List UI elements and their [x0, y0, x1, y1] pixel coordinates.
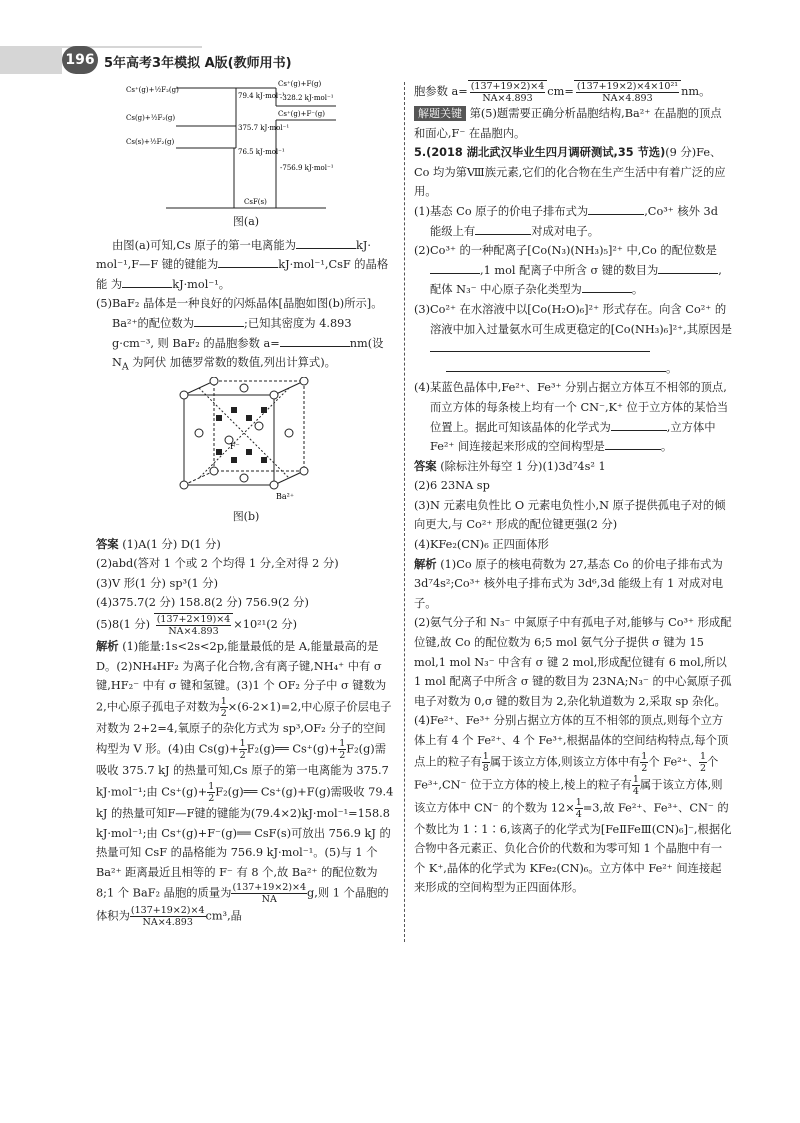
- question-5-text: (5)BaF₂ 晶体是一种良好的闪烁晶体[晶胞如图(b)所示]。 Ba²⁺的配位数为 ;已知其密度为 4.893 g·cm⁻³, 则 BaF₂ 的晶胞参数 a= nm(设 $N_A$ 为阿伏 加德罗常数的数值,列出计算式)。: [96, 297, 384, 373]
- answer-block: 答案 (1)A(1 分) D(1 分): [96, 537, 221, 551]
- question-5-header: 5.(2018 湖北武汉毕业生四月调研测试,35 节选)(9 分)Fe、Co 均为第Ⅷ族元素,它们的化合物在生产生活中有着广泛的应用。: [414, 146, 726, 199]
- f-ion-label: F⁻: [230, 442, 240, 451]
- sub-question-2: (2)Co³⁺ 的一种配离子[Co(N₃)(NH₃)₅]²⁺ 中,Co 的配位数是,1 mol 配离子中所含 σ 键的数目为 ,配体 N₃⁻ 中心原子杂化类型为 。: [414, 244, 722, 297]
- level-cs-ion-half-f2: Cs⁺(g)+½F₂(g): [126, 86, 179, 94]
- header-band: [0, 46, 62, 74]
- sub-question-3: (3)Co²⁺ 在水溶液中以[Co(H₂O)₆]²⁺ 形式存在。向含 Co²⁺ 的溶液中加入过量氨水可生成更稳定的[Co(NH₃)₆]²⁺,其原因是 。: [414, 302, 732, 375]
- energy-756: -756.9 kJ·mol⁻¹: [280, 164, 334, 172]
- lattice-parameter-line: 胞参数 a= $\frac{(137+19\times 2)\times 4}{NA\times 4.893}$ cm= $\frac{\text{(137+19×2)×4×10²¹}}{NA\times 4.893}$ nm。: [414, 81, 711, 104]
- analysis-right-4: (4)Fe²⁺、Fe³⁺ 分别占据立方体的互不相邻的顶点,则每个立方体上有 4 个 Fe²⁺、4 个 Fe³⁺,根据晶体的空间结构特点,每个顶点上的粒子有 $\frac{1}{8}$ 属于该立方体,则该立方体中有 $\frac{1}{2}$ 个 Fe²⁺、 $\frac{1}{2}$ 个 Fe³⁺,CN⁻ 位于立方体的棱上,棱上的粒子有 $\frac{1}{4}$ 属于该立方体,则该立方体中 CN⁻ 的个数为 12× $\frac{1}{4}$ =3,故 Fe²⁺、Fe³⁺、CN⁻ 的个数比为 1∶1∶6,该离子的化学式为[FeⅡFeⅢ(CN)₆]⁻,根据化合物中各元素正、负化合价的代数和为零可知 1 个晶胞中有一个 K⁺,晶体的化学式为 KFe₂(CN)₆。立方体中 Fe²⁺ 间连接起来形成的空间构型为正四面体形。: [414, 714, 732, 895]
- key-point-badge: 解题关键: [414, 106, 466, 121]
- right-column: [414, 80, 732, 898]
- left-column: [96, 80, 396, 928]
- sub-question-1: (1)基态 Co 原子的价电子排布式为 ,Co³⁺ 核外 3d 能级上有 对成对电子。: [414, 202, 732, 241]
- column-divider: [404, 82, 405, 942]
- answer-5: (5)8(1 分) $\frac{(137+2\times 19)\times 4}{NA\times 4.893}$ ×10²¹(2 分): [96, 613, 298, 637]
- level-csf: CsF(s): [244, 198, 267, 206]
- level-cs-gas: Cs(g)+½F₂(g): [126, 114, 176, 122]
- page-header: [0, 40, 800, 80]
- energy-328: -328.2 kJ·mol⁻¹: [280, 94, 334, 102]
- level-cs-solid: Cs(s)+½F₂(g): [126, 138, 175, 146]
- energy-diagram: [126, 80, 366, 212]
- analysis-block: 解析 (1)能量:1s<2s<2p,能量最低的是 A,能量最高的是 D。(2)NH₄HF₂ 为离子化合物,含有离子键,NH₄⁺ 中有 σ 键,HF₂⁻ 中有 σ 键和氢键。(3)1 个 OF₂ 分子中 σ 键数为 2,中心原子孤电子对数为 $\frac{1}{2}$ ×(6-2×1)=2,中心原子价层电子对数为 2+2=4,氧原子的杂化方式为 sp³,OF₂ 分子的空间构型为 V 形。(4)由 Cs(g)+ $\frac{1}{2}$ F₂(g)══ Cs⁺(g)+ $\frac{1}{2}$ F₂(g)需吸收 375.7 kJ 的热量可知,Cs 原子的第一电离能为 375.7 kJ·mol⁻¹;由 Cs⁺(g)+ $\frac{1}{2}$ F₂(g)══ Cs⁺(g)+F(g)需吸收 79.4 kJ 的热量可知F—F键的键能为(79.4×2)kJ·mol⁻¹=158.8 kJ·mol⁻¹;由 Cs⁺(g)+F⁻(g)══ CsF(s)可放出 756.9 kJ 的热量可知 CsF 的晶格能为 756.9 kJ·mol⁻¹。(5)与 1 个 Ba²⁺ 距离最近且相等的 F⁻ 有 8 个,故 Ba²⁺ 的配位数为 8;1 个 BaF₂ 晶胞的质量为 $\frac{(137+19\times 2)\times 4}{NA}$ g,则 1 个晶胞的体积为 $\frac{(137+19\times 2)\times 4}{NA\times 4.893}$ cm³,晶: [96, 639, 394, 929]
- book-title: 5年高考3年模拟 A版(教师用书): [104, 56, 292, 71]
- energy-375: 375.7 kJ·mol⁻¹: [238, 124, 290, 132]
- figure-a-caption: 图(a): [232, 215, 260, 228]
- answer-4: (4)375.7(2 分) 158.8(2 分) 756.9(2 分): [96, 596, 309, 610]
- crystal-cell-diagram: [96, 377, 396, 507]
- key-point: 解题关键 第(5)题需要正确分析晶胞结构,Ba²⁺ 在晶胞的顶点和面心,F⁻ 在晶胞内。: [414, 107, 722, 140]
- question-4-text: 由图(a)可知,Cs 原子的第一电离能为 kJ· mol⁻¹,F—F 键的键能为 kJ·mol⁻¹,CsF 的晶格能 为 kJ·mol⁻¹。: [96, 236, 396, 295]
- answer-3: (3)V 形(1 分) sp³(1 分): [96, 576, 218, 590]
- answer-right-2: (2)6 23NA sp: [414, 479, 490, 493]
- sub-question-4: (4)某蓝色晶体中,Fe²⁺、Fe³⁺ 分别占据立方体互不相邻的顶点,而立方体的每条棱上均有一个 CN⁻,K⁺ 位于立方体的某恰当位置上。据此可知该晶体的化学式为 ,立方体中 Fe²⁺ 间连接起来形成的空间构型是 。: [414, 381, 729, 454]
- level-cs-f: Cs⁺(g)+F(g): [278, 80, 322, 88]
- page-number: 196: [62, 46, 98, 74]
- ba-ion-label: Ba²⁺: [276, 492, 295, 501]
- energy-76: 76.5 kJ·mol⁻¹: [238, 148, 285, 156]
- energy-79: 79.4 kJ·mol⁻¹: [238, 92, 285, 100]
- answer-block-right: 答案 (除标注外每空 1 分)(1)3d⁷4s² 1: [414, 459, 606, 473]
- answer-2: (2)abd(答对 1 个或 2 个均得 1 分,全对得 2 分): [96, 557, 339, 571]
- level-cs-f-ion: Cs⁺(g)+F⁻(g): [278, 110, 325, 118]
- figure-b-caption: 图(b): [232, 510, 260, 523]
- analysis-right-2: (2)氨气分子和 N₃⁻ 中氮原子中有孤电子对,能够与 Co³⁺ 形成配位键,故 Co 的配位数为 6;5 mol 氨气分子提供 σ 键为 15 mol,1 mol N₃⁻ 中含有 σ 键 2 mol,形成配位键有 6 mol,所以 1 mol 配离子中所含 σ 键的数目为 23NA;N₃⁻ 的中心氮原子孤电子对数为 0,σ 键的数目为 2,杂化轨道数为 2,采取 sp 杂化。: [414, 616, 732, 708]
- analysis-block-right: 解析 (1)Co 原子的核电荷数为 27,基态 Co 的价电子排布式为 3d⁷4s²;Co³⁺ 核外电子排布式为 3d⁶,3d 能级上有 1 对成对电子。: [414, 557, 724, 610]
- answer-right-4: (4)KFe₂(CN)₆ 正四面体形: [414, 538, 549, 552]
- answer-right-3: (3)N 元素电负性比 O 元素电负性小,N 原子提供孤电子对的倾向更大,与 Co²⁺ 形成的配位键更强(2 分): [414, 498, 726, 532]
